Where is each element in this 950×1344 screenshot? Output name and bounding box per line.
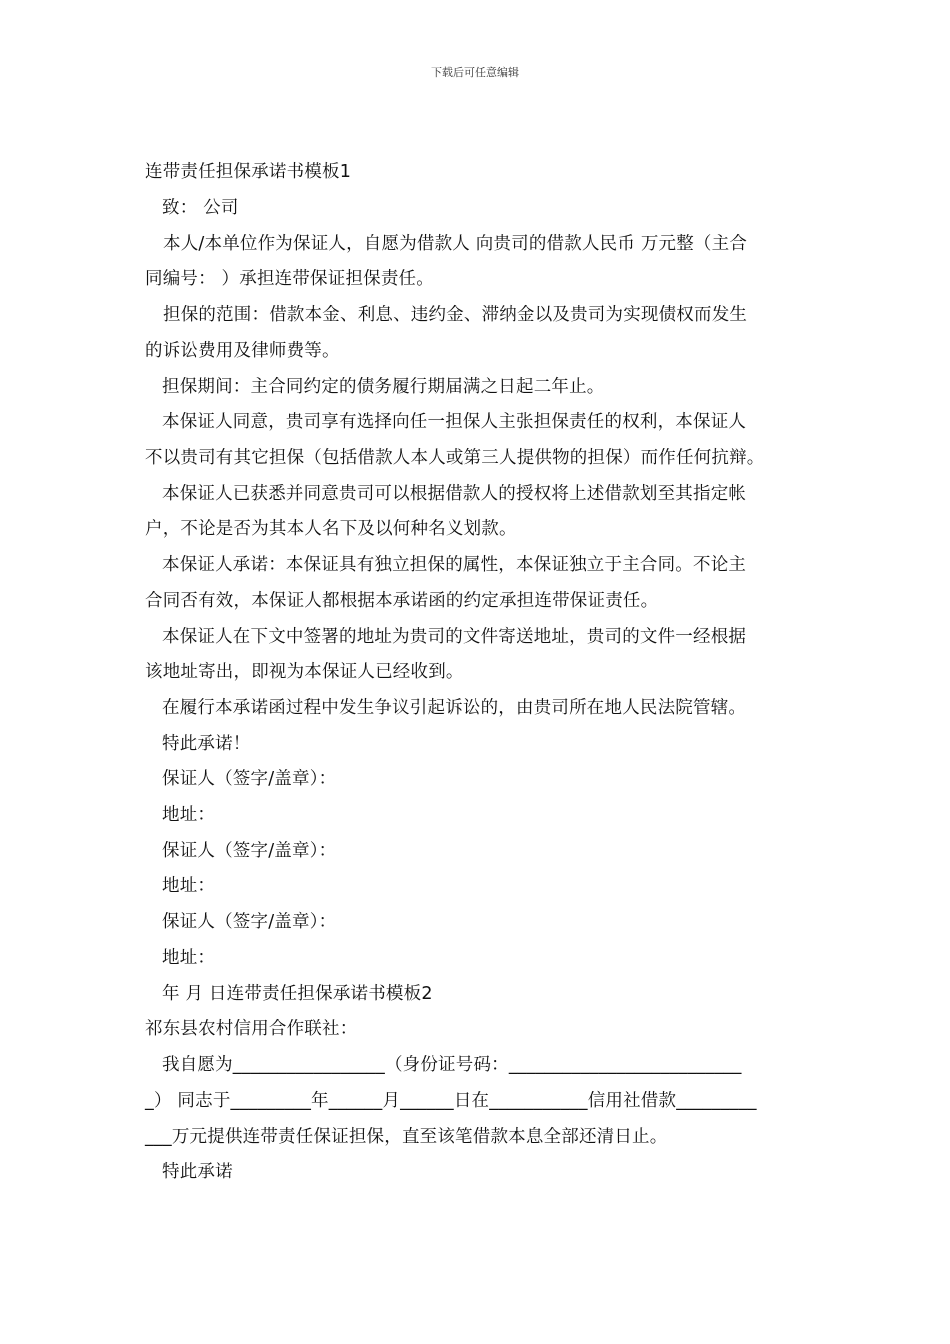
document-line: 合同否有效，本保证人都根据本承诺函的约定承担连带保证责任。 [145, 591, 659, 611]
document-line: 本保证人已获悉并同意贵司可以根据借款人的授权将上述借款划至其指定帐 [162, 484, 747, 504]
document-line: 特此承诺 [162, 1162, 233, 1182]
document-line: 保证人（签字/盖章）： [162, 912, 337, 932]
document-line: 地址： [162, 805, 216, 825]
document-line: 地址： [162, 876, 216, 896]
document-line: 本保证人同意，贵司享有选择向任一担保人主张担保责任的权利，本保证人 [162, 412, 747, 432]
document-line: 年 月 日连带责任担保承诺书模板2 [162, 984, 433, 1004]
document-line: ___万元提供连带责任保证担保，直至该笔借款本息全部还清日止。 [145, 1127, 668, 1147]
document-line: 不以贵司有其它担保（包括借款人本人或第三人提供物的担保）而作任何抗辩。 [145, 448, 765, 468]
page-header: 下载后可任意编辑 [431, 66, 519, 79]
document-line: 本保证人承诺：本保证具有独立担保的属性，本保证独立于主合同。不论主 [162, 555, 747, 575]
document-line: 担保的范围：借款本金、利息、违约金、滞纳金以及贵司为实现债权而发生 [163, 305, 748, 325]
document-line: 同编号： ）承担连带保证担保责任。 [145, 269, 434, 289]
document-line: 祁东县农村信用合作联社： [145, 1019, 358, 1039]
document-line: 在履行本承诺函过程中发生争议引起诉讼的，由贵司所在地人民法院管辖。 [162, 698, 747, 718]
document-line: 地址： [162, 948, 216, 968]
document-line: 保证人（签字/盖章）： [162, 841, 337, 861]
document-line: 的诉讼费用及律师费等。 [145, 341, 340, 361]
document-line: 该地址寄出，即视为本保证人已经收到。 [145, 662, 464, 682]
document-line: 我自愿为_________________（身份证号码：__________________________ [162, 1055, 742, 1075]
document-line: 特此承诺！ [162, 734, 251, 754]
document-line: 本人/本单位作为保证人，自愿为借款人 向贵司的借款人民币 万元整（主合 [163, 234, 748, 254]
document-line: 连带责任担保承诺书模板1 [145, 162, 352, 182]
document-line: 保证人（签字/盖章）： [162, 769, 337, 789]
document-line: _） 同志于_________年______月______日在___________信用社借款_________ [145, 1091, 757, 1111]
document-line: 户，不论是否为其本人名下及以何种名义划款。 [145, 519, 517, 539]
document-line: 致： 公司 [162, 198, 239, 218]
document-line: 担保期间：主合同约定的债务履行期届满之日起二年止。 [162, 377, 605, 397]
document-line: 本保证人在下文中签署的地址为贵司的文件寄送地址，贵司的文件一经根据 [162, 627, 747, 647]
